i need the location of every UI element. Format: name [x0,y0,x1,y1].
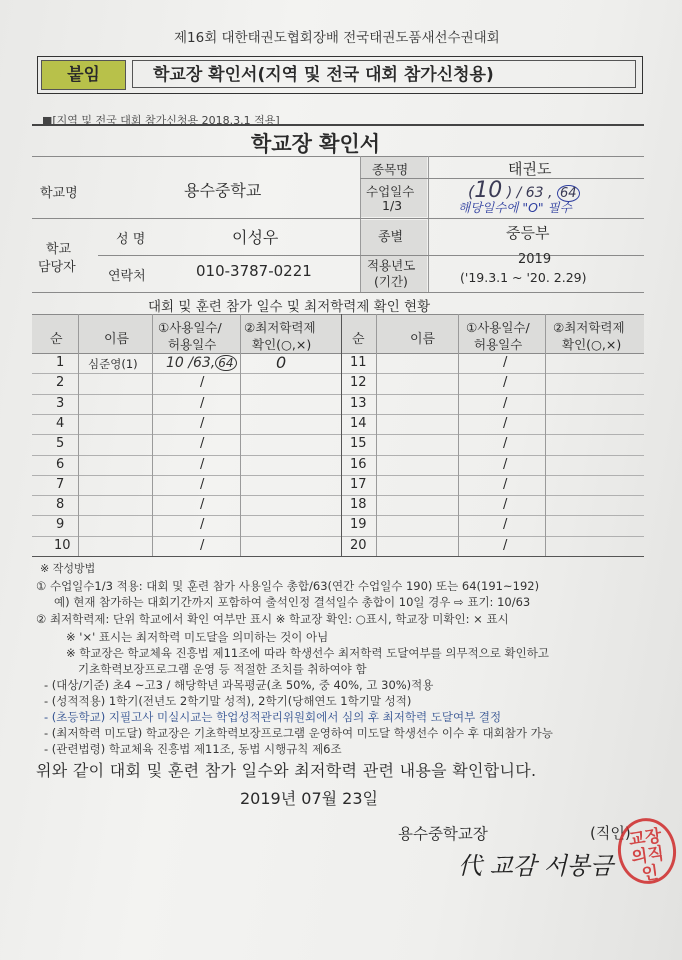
seal-hint: (직인) [590,824,631,842]
type-label: 종별 [378,230,404,245]
col-used-right-2: 허용일수 [474,337,523,352]
col-min-right: ②최저학력제 [553,320,625,335]
used-days: / [200,497,205,513]
doc-title: 학교장 확인서 [251,132,381,156]
days-label-fraction: 1/3 [382,198,403,213]
name-label: 성 명 [116,232,146,247]
contact-value: 010-3787-0221 [196,262,312,280]
used-days: / [200,395,205,411]
row-number: 12 [350,375,367,391]
used-days: / [503,375,508,391]
row-number: 16 [350,456,367,472]
note-line: ② 최저학력제: 단위 학교에서 확인 여부만 표시 ※ 학교장 확인: ○표시, 학교장 미확인: × 표시 [36,612,509,626]
divider [32,414,644,415]
days-handwritten: (10 ) / 63 , 64 [468,178,580,203]
year-label: 적용년도 [367,258,416,273]
row-number: 19 [350,517,367,533]
used-days: / [503,456,508,472]
box-title: 학교장 확인서(지역 및 전국 대회 참가신청용) [132,60,636,88]
school-value: 용수중학교 [184,181,262,200]
divider [341,314,342,556]
table-top-border [32,124,644,126]
divider [376,314,377,556]
row-number: 15 [350,436,367,452]
used-days: / [200,537,205,553]
note-line: ※ 학교장은 학교체육 진흥법 제11조에 따라 학생선수 최저학력 도달여부를 의무적으로 확인하고 [66,646,549,660]
used-days: / [200,456,205,472]
form-note: ■[지역 및 전국 대회 참가신청용 2018.3.1 적용] [42,114,280,127]
divider [32,455,644,456]
divider [32,292,644,293]
col-no-right: 순 [352,332,365,347]
divider [32,218,644,219]
note-line: - (대상/기준) 초4 ~고3 / 해당학년 과목평균(초 50%, 중 40%, 고 30%)적용 [44,678,434,692]
divider [428,156,429,292]
note-line: - (최저학력 미도달) 학교장은 기초학력보장프로그램 운영하여 미도달 학생선수 이수 후 대회참가 가능 [44,726,553,740]
col-min-2: 확인(○,×) [252,337,312,352]
attachment-tag: 붙임 [41,60,126,90]
divider [32,556,644,557]
col-no: 순 [50,332,63,347]
note-line: - (초등학교) 지필고사 미실시교는 학업성적관리위원회에서 심의 후 최저학력 도달여부 결정 [44,710,502,724]
used-days: / [503,415,508,431]
event-value: 태권도 [508,160,552,178]
divider [78,314,79,556]
signature: 代 교감 서봉금 [458,852,614,880]
year-label-2: (기간) [374,274,408,289]
col-min-right-2: 확인(○,×) [562,337,622,352]
divider [32,434,644,435]
used-days: / [200,375,205,391]
row-number: 18 [350,497,367,513]
row-number: 6 [56,456,65,472]
used-days: / [503,497,508,513]
person-label: 학교 [46,242,72,257]
note-line: ※ '×' 표시는 최저학력 미도달을 의미하는 것이 아님 [66,630,329,644]
period-value: ('19.3.1 ~ '20. 2.29) [460,270,587,285]
row-number: 11 [350,355,367,370]
year-value: 2019 [518,252,552,267]
min-check: 0 [276,353,287,372]
days-hint: 해당일수에 "O" 필수 [458,200,572,215]
status-title: 대회 및 훈련 참가 일수 및 최저학력제 확인 현황 [148,299,431,315]
divider [545,314,546,556]
divider [32,353,644,354]
col-name-right: 이름 [410,332,436,347]
used-days: / [503,395,508,411]
row-number: 17 [350,476,367,492]
type-value: 중등부 [506,224,550,242]
school-label: 학교명 [40,186,78,201]
row-number: 5 [56,436,65,452]
person-label-2: 담당자 [38,260,76,275]
used-days: / [503,537,508,553]
row-number: 10 [54,537,71,553]
days-label: 수업일수 [366,184,415,199]
col-min: ②최저학력제 [244,320,316,335]
contact-label: 연락처 [108,269,146,284]
row-number: 14 [350,415,367,431]
player-name: 심준영(1) [88,357,138,371]
row-number: 3 [56,395,65,411]
note-line: 기초학력보장프로그램 운영 등 적절한 조치를 취하여야 함 [78,662,367,676]
divider [32,536,644,537]
divider [458,314,459,556]
note-line: 예) 현재 참가하는 대회기간까지 포함하여 출석인정 결석일수 총합이 10일 경우 ⇨ 표기: 10/63 [54,595,531,609]
used-days: / [200,517,205,533]
col-name: 이름 [104,332,130,347]
divider [152,314,153,556]
used-days: / [200,415,205,431]
principal-text: 용수중학교장 [398,825,488,843]
divider [360,156,361,292]
header-line: 제16회 대한태권도협회장배 전국태권도품새선수권대회 [174,30,500,46]
row-number: 7 [56,476,65,492]
row-number: 8 [56,497,65,513]
divider [240,314,241,556]
notes-heading: ※ 작성방법 [40,562,96,575]
name-value: 이성우 [232,228,279,247]
divider [32,475,644,476]
used-days: / [503,355,508,370]
divider [32,515,644,516]
col-used-2: 허용일수 [168,337,217,352]
event-label: 종목명 [372,162,409,177]
used-days: / [200,476,205,492]
used-days: 10 /63, 64 [166,355,237,371]
used-days: / [503,476,508,492]
used-days: / [503,517,508,533]
used-days: / [200,436,205,452]
divider [32,156,644,157]
used-days: / [503,436,508,452]
col-used: ①사용일수/ [158,320,222,335]
row-number: 1 [56,355,65,370]
date-text: 2019년 07월 23일 [240,789,378,808]
row-number: 9 [56,517,65,533]
note-line: ① 수업일수1/3 적용: 대회 및 훈련 참가 사용일수 총합/63(연간 수업일수 190) 또는 64(191~192) [36,579,540,593]
divider [32,394,644,395]
note-line: - (성적적용) 1학기(전년도 2학기말 성적), 2학기(당해연도 1학기말 성적) [44,694,412,708]
row-number: 4 [56,415,65,431]
divider [32,373,644,374]
row-number: 13 [350,395,367,411]
title-box [37,56,643,94]
row-number: 20 [350,537,367,553]
divider [32,495,644,496]
row-number: 2 [56,375,65,391]
confirm-text: 위와 같이 대회 및 훈련 참가 일수와 최저학력 관련 내용을 확인합니다. [36,761,537,780]
principal-seal-stamp: 교장의직인 [614,814,681,887]
col-used-right: ①사용일수/ [466,320,530,335]
note-line: - (관련법령) 학교체육 진흥법 제11조, 동법 시행규칙 제6조 [44,742,342,756]
